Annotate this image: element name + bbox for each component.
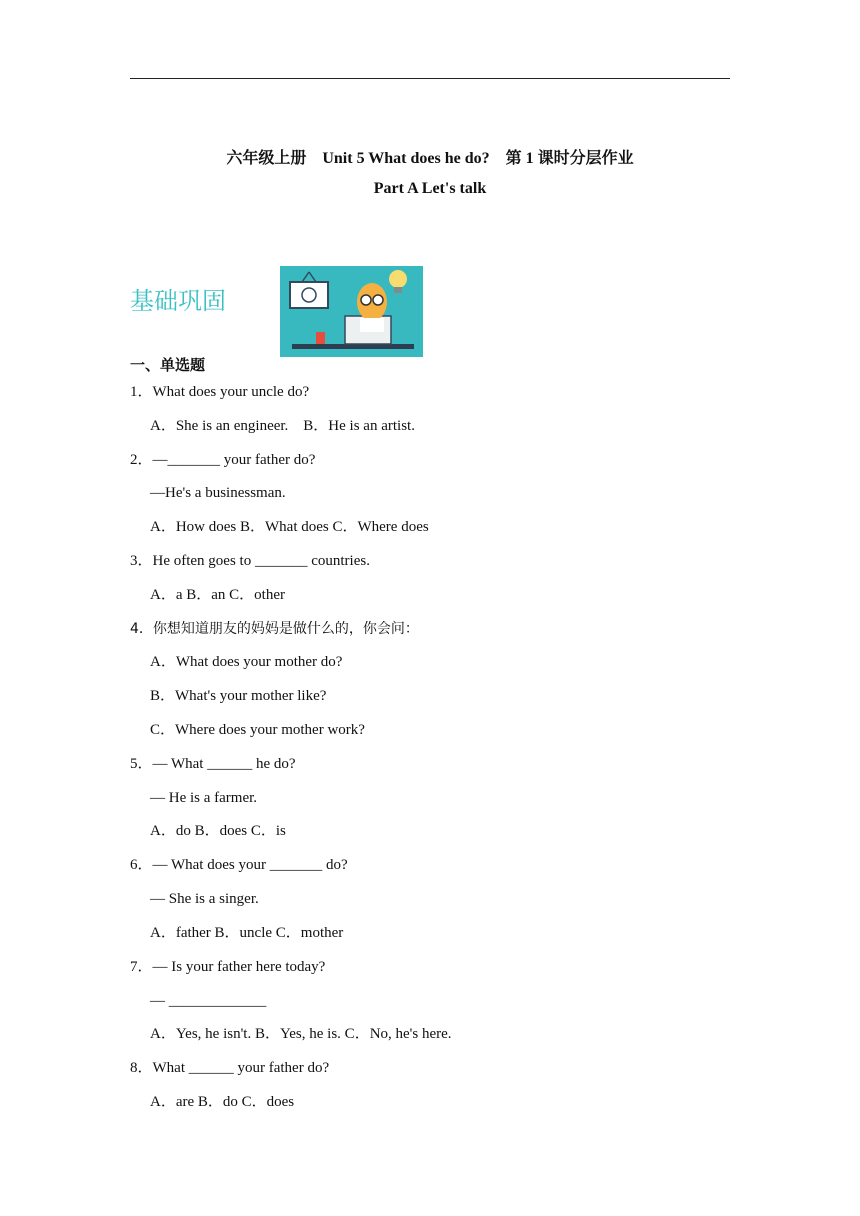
subsection-title: 一、单选题 — [130, 356, 206, 374]
question-6-options: A．father B．uncle C．mother — [150, 925, 344, 941]
question-7-options: A．Yes, he isn't. B．Yes, he is. C．No, he's here. — [150, 1026, 452, 1042]
question-3-options: A．a B．an C．other — [150, 587, 285, 603]
question-4-option-b: B．What's your mother like? — [150, 688, 327, 704]
question-1: 1．What does your uncle do? — [130, 384, 310, 400]
question-2: 2．—_______ your father do? — [130, 452, 316, 468]
question-4-option-c: C．Where does your mother work? — [150, 722, 365, 738]
page-subtitle: Part A Let's talk — [373, 180, 487, 197]
question-7: 7．— Is your father here today? — [130, 959, 326, 975]
question-8-options: A．are B．do C．does — [150, 1094, 295, 1110]
question-3: 3．He often goes to _______ countries. — [130, 553, 370, 569]
question-6: 6．— What does your _______ do? — [130, 857, 348, 873]
question-5: 5．— What ______ he do? — [130, 756, 296, 772]
page-title: 六年级上册 Unit 5 What does he do? 第 1 课时分层作业 — [226, 150, 634, 167]
question-6-answer-line: — She is a singer. — [150, 891, 259, 907]
question-5-answer-line: — He is a farmer. — [150, 790, 258, 806]
section-heading: 基础巩固 — [130, 287, 226, 315]
header-rule — [130, 78, 730, 79]
question-5-options: A．do B．does C．is — [150, 823, 286, 839]
question-2-options: A．How does B．What does C．Where does — [150, 519, 429, 535]
question-8: 8．What ______ your father do? — [130, 1060, 330, 1076]
question-4: 4．你想知道朋友的妈妈是做什么的，你会问： — [130, 621, 419, 637]
question-2-answer-line: —He's a businessman. — [150, 485, 286, 501]
question-4-option-a: A．What does your mother do? — [150, 654, 343, 670]
teacher-illustration-icon — [280, 266, 423, 357]
question-7-answer-line: — _____________ — [150, 993, 267, 1009]
question-1-options: A．She is an engineer. B．He is an artist. — [150, 418, 415, 434]
